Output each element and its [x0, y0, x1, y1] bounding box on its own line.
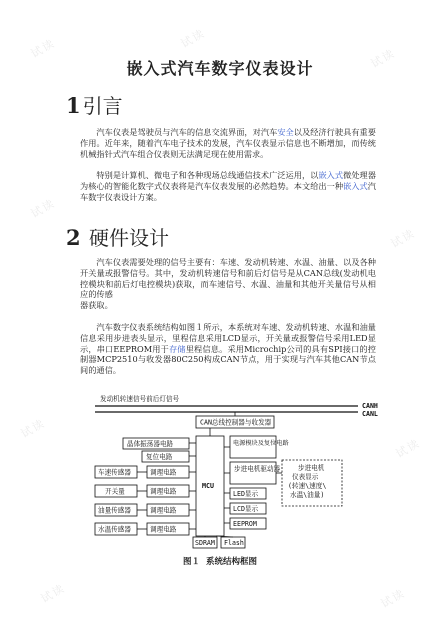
mcu-block: MCU — [202, 482, 214, 490]
watermark: 试读 — [18, 416, 48, 441]
figure-number: 图１ — [183, 557, 201, 567]
sdram-block: SDRAM — [195, 539, 215, 547]
text-run: 汽车仪表是驾驶员与汽车的信息交流界面，对汽车 — [96, 127, 278, 137]
section-number: 1 — [66, 93, 81, 118]
section-title: 硬件设计 — [88, 226, 169, 250]
text-run: 汽车数字仪表系统结构如图１所示，本系统对车速、发动机转速、水温和油量信息采用步进表头显示，里程信息采用LCD显示，开关量或报警信号采用LED显示，串口EEPROM用于 — [80, 322, 376, 354]
lcd-display-block: LCD显示 — [233, 505, 259, 513]
flash-block: Flash — [224, 539, 244, 547]
oscillator-block: 晶体振荡器电路 — [127, 440, 174, 448]
watermark: 试读 — [388, 226, 418, 251]
canl-label: CANL — [362, 410, 378, 418]
display-line-3: (转速\速度\ — [288, 482, 327, 490]
display-line-4: 水温\油量) — [290, 491, 325, 499]
conditioning-block: 调理电路 — [150, 525, 177, 534]
section-heading-2 — [66, 222, 169, 251]
link-safety[interactable]: 安全 — [277, 127, 294, 137]
section-heading-1 — [66, 90, 123, 119]
display-line-2: 仪表显示 — [292, 473, 319, 481]
display-line-1: 步进电机 — [298, 464, 325, 472]
paragraph-1 — [80, 127, 376, 159]
paragraph-2 — [80, 170, 376, 202]
can-controller-block: CAN总线控制器与收发器 — [200, 418, 272, 427]
fuel-sensor-block: 油量传感器 — [98, 506, 131, 515]
conditioning-block: 调理电路 — [150, 506, 177, 515]
figure-caption — [0, 555, 440, 567]
speed-sensor-block: 车速传感器 — [98, 468, 131, 477]
link-embedded[interactable]: 嵌入式 — [318, 170, 344, 180]
conditioning-block: 调理电路 — [150, 487, 177, 496]
watermark: 试读 — [368, 46, 398, 71]
watermark: 试读 — [28, 196, 58, 221]
conditioning-block: 调理电路 — [150, 468, 177, 477]
switch-block: 开关量 — [105, 487, 125, 496]
page-title: 嵌入式汽车数字仪表设计 — [126, 59, 314, 78]
canh-label: CANH — [362, 402, 378, 410]
section-number: 2 — [66, 225, 81, 250]
power-module-block: 电源模块及复位电路 — [233, 440, 289, 447]
paragraph-3-tail: 器获取。 — [80, 300, 113, 310]
reset-block: 复位电路 — [146, 453, 173, 461]
figure-caption-text: 系统结构框图 — [205, 557, 257, 567]
link-embedded-2[interactable]: 嵌入式 — [343, 180, 368, 191]
watermark: 试读 — [178, 26, 208, 51]
system-block-diagram — [0, 360, 440, 550]
water-temp-sensor-block: 水温传感器 — [98, 525, 131, 534]
watermark: 试读 — [28, 36, 58, 61]
section-title: 引言 — [82, 94, 123, 118]
text-run: 特别是计算机、微电子和各种现场总线通信技术广泛运用，以 — [96, 170, 319, 180]
text-run: 汽车数字仪表设计方案。 — [80, 180, 376, 202]
watermark: 试读 — [38, 581, 68, 606]
watermark: 试读 — [393, 436, 423, 461]
bus-label: 发动机转速信号前后灯信号 — [100, 395, 180, 403]
text-run: 里程信息。采用Microchip公司的具有SPI接口的控制器MCP2510与收发器80C250构成CAN节点，用于实现与汽车其他CAN节点间的通信。 — [80, 343, 376, 376]
text-run: 微处理器为核心的智能化数字式仪表将是汽车仪表发展的必然趋势。本文给出一种 — [80, 170, 376, 191]
link-storage[interactable]: 存储 — [169, 343, 186, 354]
led-display-block: LED显示 — [233, 490, 259, 498]
eeprom-block: EEPROM — [233, 520, 257, 528]
watermark: 试读 — [378, 586, 408, 611]
stepper-driver-block: 步进电机驱动器 — [234, 465, 281, 473]
paragraph-3: 汽车仪表需要处理的信号主要有：车速、发动机转速、水温、油量、以及各种开关量或报警信号。其中，发动机转速信号和前后灯信号是从CAN总线(发动机电控模块和前后灯电控模块)获取，而车速信号、水温、油量和其他开关量信号从相应的传感 — [80, 257, 376, 300]
text-run: 以及经济行驶具有重要作用。近年来，随着汽车电子技术的发展，汽车仪表显示信息也不断增加，而传统机械指针式汽车组合仪表则无法满足现在使用需求。 — [80, 127, 376, 159]
